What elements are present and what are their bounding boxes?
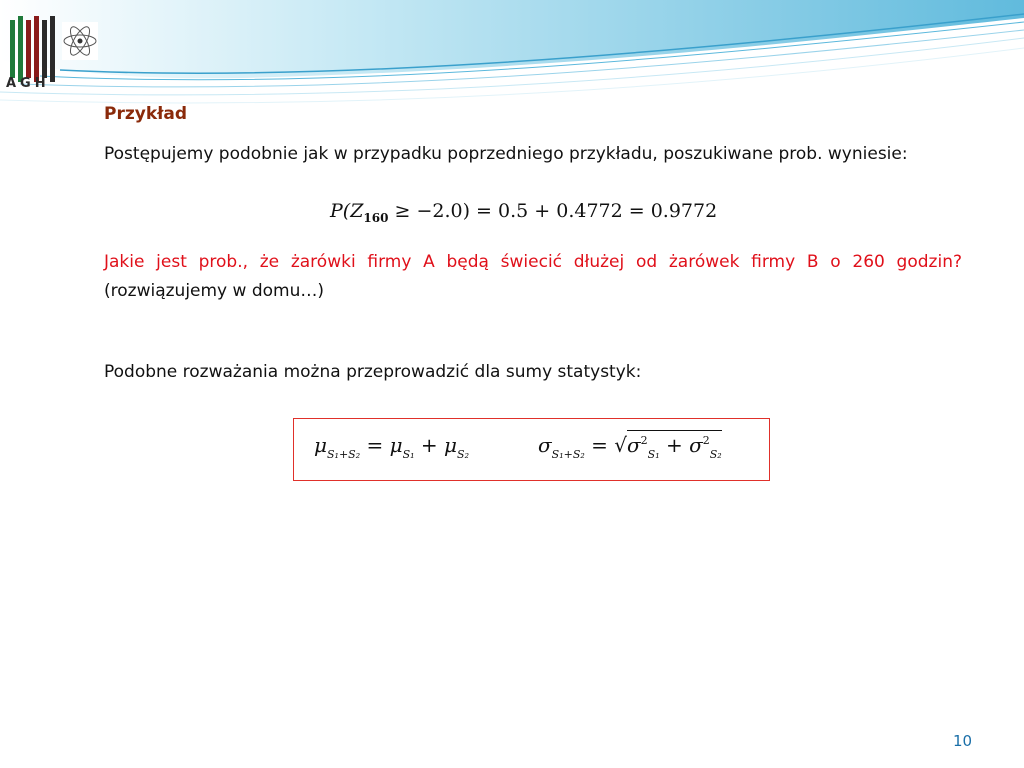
statistics-paragraph: Podobne rozważania można przeprowadzić dla sumy statystyk: — [104, 362, 642, 382]
probability-formula — [330, 200, 717, 225]
mu-s1-subscript: S₁ — [402, 448, 415, 461]
mu-s2-subscript: S₂ — [457, 448, 469, 461]
question-paragraph — [104, 248, 962, 306]
equals-sign: = — [591, 433, 608, 457]
sigma-symbol: σ — [689, 433, 703, 457]
sqrt-icon: √ — [614, 433, 627, 457]
square-exponent: 2 — [702, 434, 710, 447]
sum-statistics-formula-box — [293, 418, 770, 481]
formula-subscript: 160 — [363, 210, 389, 225]
question-black-text: (rozwiązujemy w domu…) — [104, 281, 324, 301]
mean-formula — [314, 433, 469, 461]
page-number: 10 — [953, 732, 973, 750]
formula-rest: ≥ −2.0) = 0.5 + 0.4772 = 0.9772 — [388, 200, 718, 222]
plus-sign: + — [420, 433, 438, 457]
intro-paragraph: Postępujemy podobnie jak w przypadku poprzedniego przykładu, poszukiwane prob. wyniesie: — [104, 144, 908, 164]
sigma-sum-subscript: S₁+S₂ — [551, 448, 585, 461]
sqrt-radicand — [627, 430, 722, 461]
question-red-text: Jakie jest prob., że żarówki firmy A będą świecić dłużej od żarówek firmy B o 260 godzin? — [104, 252, 962, 272]
sigma-symbol: σ — [627, 433, 641, 457]
mu-sum-subscript: S₁+S₂ — [327, 448, 361, 461]
mu-symbol: μ — [389, 433, 403, 457]
slide-content — [104, 96, 962, 382]
square-exponent: 2 — [640, 434, 648, 447]
sigma-symbol: σ — [538, 433, 552, 457]
sigma-formula — [538, 433, 722, 461]
sigma-s2-subscript: S₂ — [709, 448, 722, 461]
mu-symbol: μ — [444, 433, 458, 457]
mu-symbol: μ — [314, 433, 327, 457]
agh-logo-text: AGH — [6, 76, 50, 91]
plus-sign: + — [665, 433, 683, 457]
formula-lhs: P(Z — [330, 200, 364, 222]
sigma-s1-subscript: S₁ — [647, 448, 660, 461]
equals-sign: = — [366, 433, 384, 457]
slide-heading: Przykład — [104, 104, 188, 124]
header-wave-decoration — [0, 0, 1024, 110]
atom-logo-icon — [62, 22, 98, 60]
